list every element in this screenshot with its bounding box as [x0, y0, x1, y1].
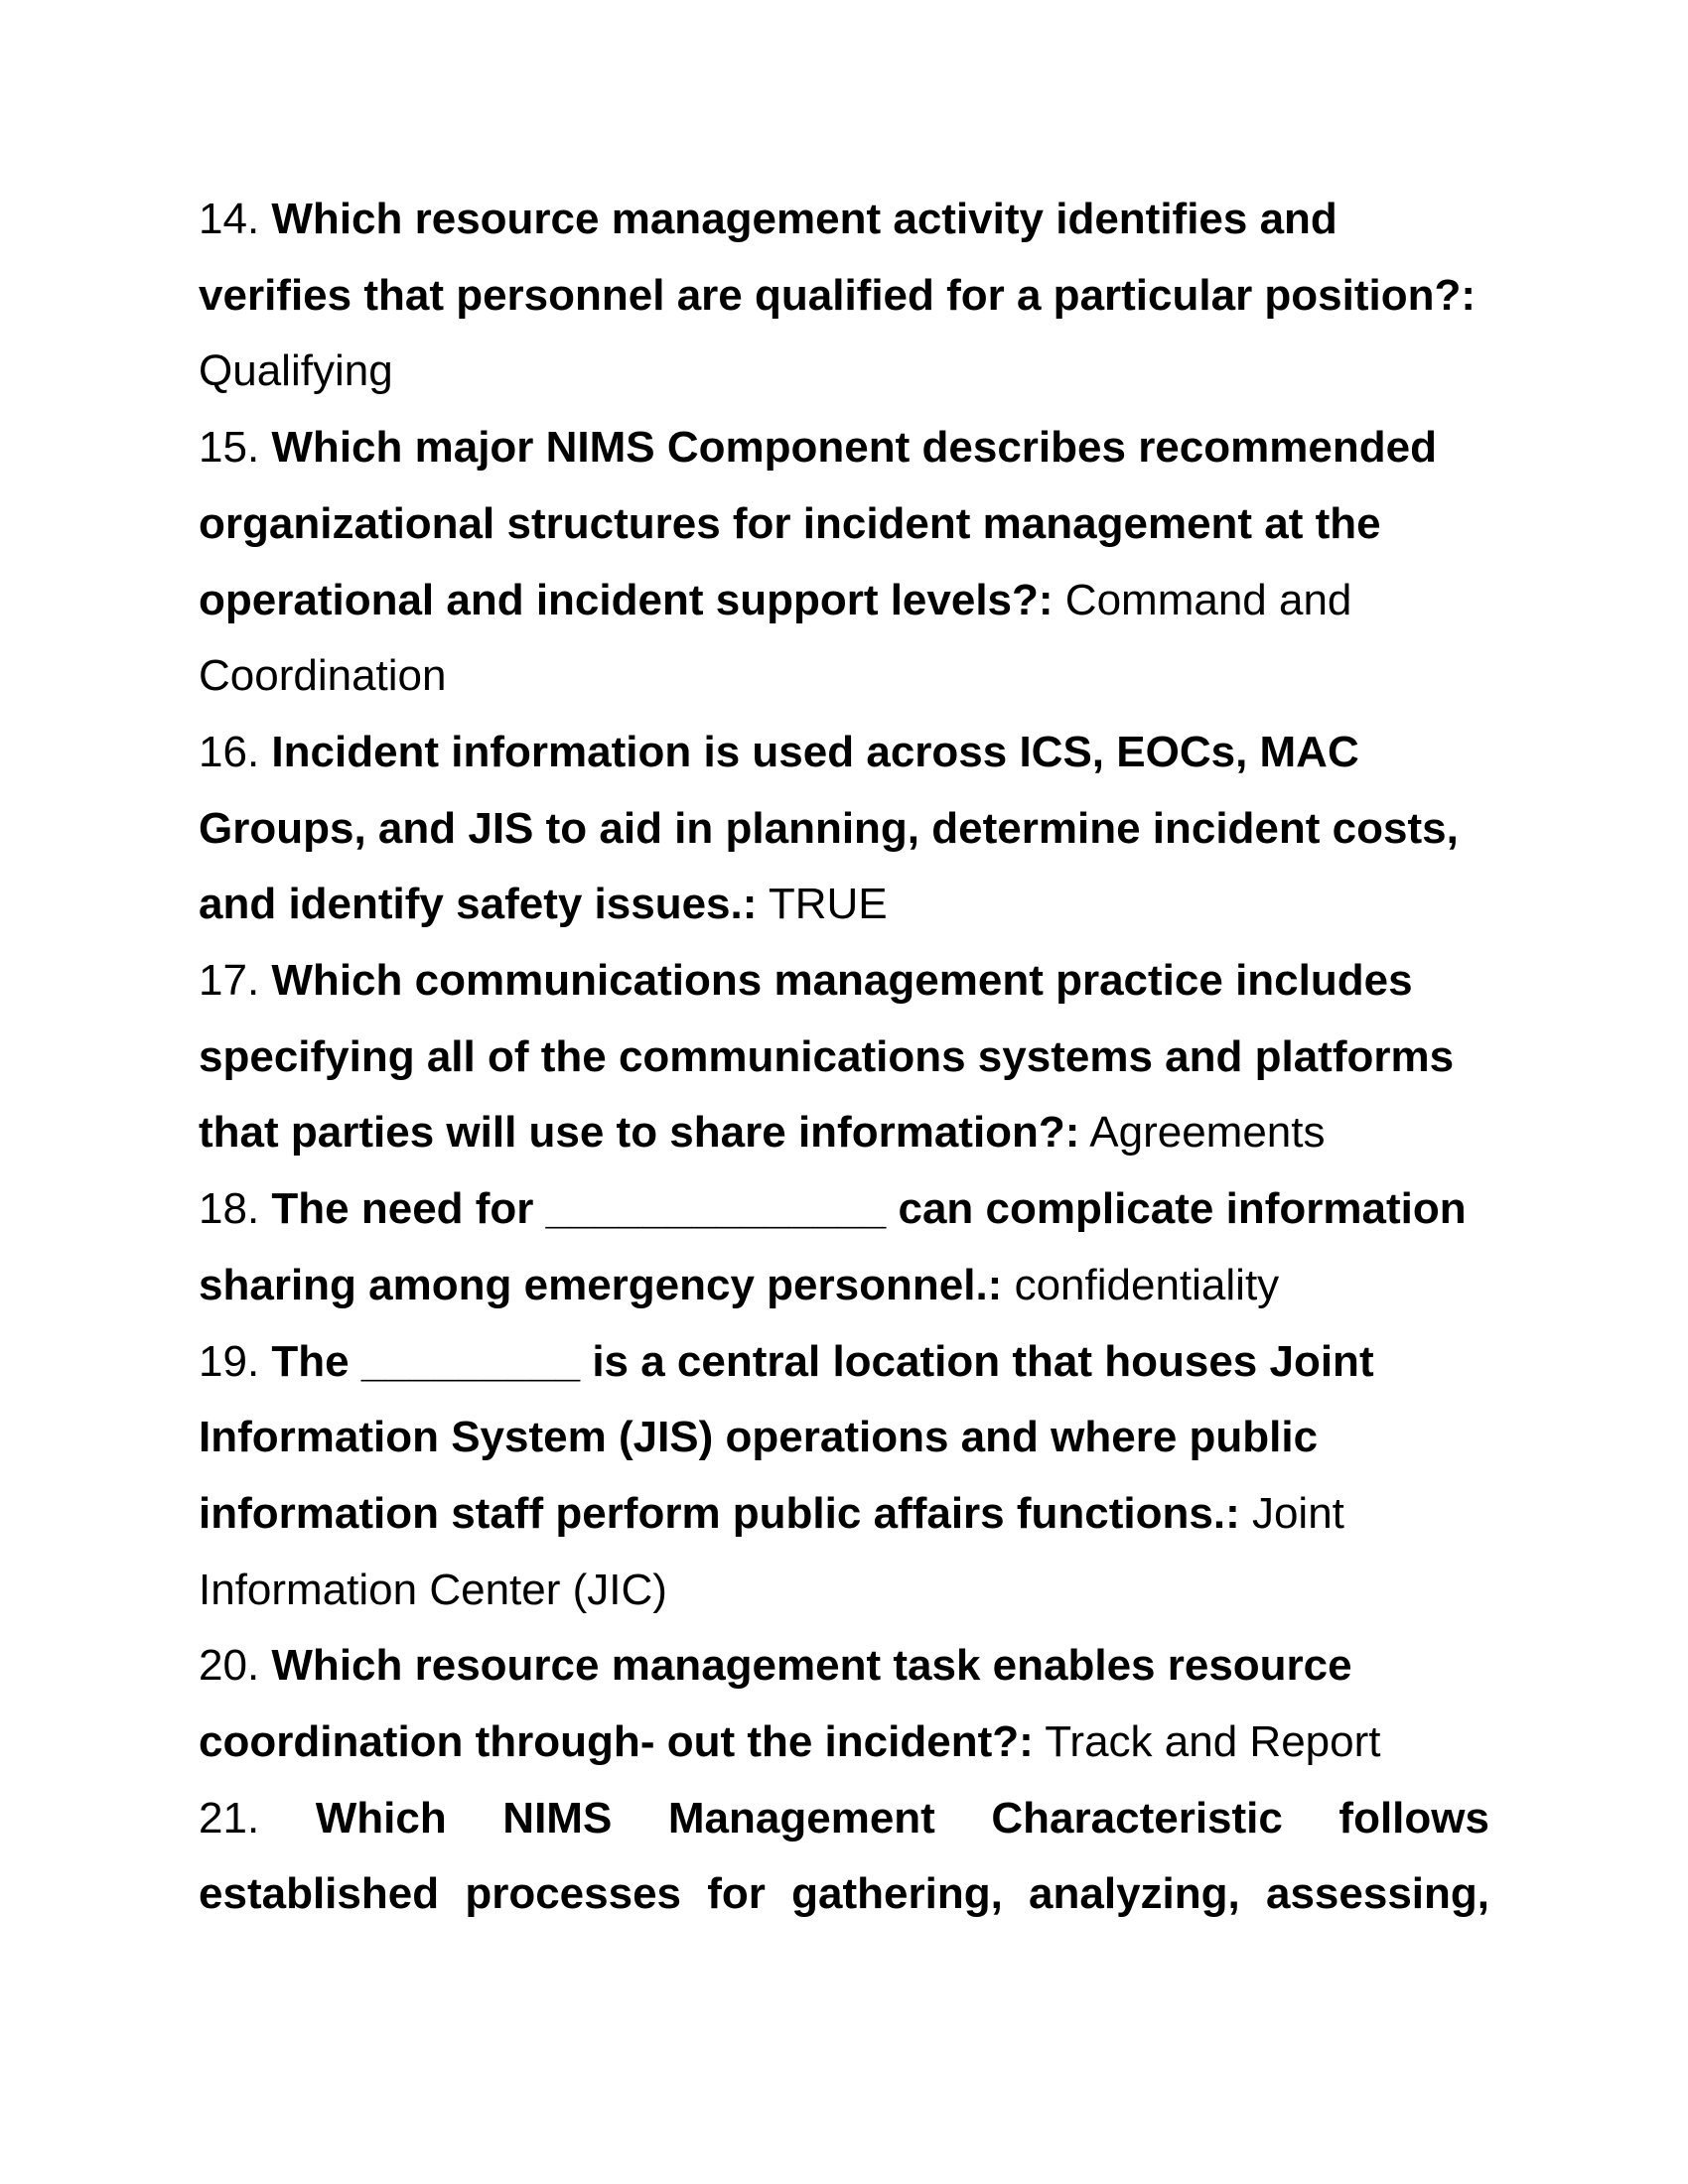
question-text: Incident information is used across ICS, EOCs, MAC Groups, and JIS to aid in planning, determine incident costs, and identify safety issues.:: [199, 727, 1459, 929]
question-number: 15.: [199, 423, 260, 473]
answer-text: Qualifying: [199, 346, 393, 396]
answer-text: Track and Report: [1045, 1717, 1381, 1767]
question-number: 20.: [199, 1641, 260, 1691]
question-number: 18.: [199, 1184, 260, 1234]
qa-item-21: [199, 1781, 1489, 1933]
question-number: 16.: [199, 727, 260, 776]
qa-item-14: [199, 182, 1489, 410]
question-text: Which resource management activity identifies and verifies that personnel are qualified for a particular position?:: [199, 195, 1477, 320]
answer-text: TRUE: [768, 880, 888, 929]
question-text: Which major NIMS Component describes recommended organizational structures for incident management at the operational and incident support levels?:: [199, 423, 1437, 624]
qa-item-18: [199, 1171, 1489, 1323]
question-number: 14.: [199, 195, 260, 243]
question-text: Which resource management task enables resource coordination through- out the incident?:: [199, 1641, 1352, 1767]
qa-item-20: [199, 1628, 1489, 1780]
question-text: Which communications management practice includes specifying all of the communications systems and platforms that parties will use to share information?:: [199, 956, 1455, 1158]
question-text: The need for ______________ can complicate information sharing among emergency personnel.:: [199, 1184, 1467, 1309]
qa-item-17: [199, 943, 1489, 1171]
answer-text: confidentiality: [1014, 1260, 1280, 1309]
question-number: 17.: [199, 956, 260, 1006]
qa-item-15: [199, 410, 1489, 715]
answer-text: Joint Information Center (JIC): [199, 1488, 1344, 1614]
question-number: 19.: [199, 1336, 260, 1386]
answer-text: Agreements: [1089, 1108, 1326, 1158]
document-page: [199, 182, 1489, 1933]
qa-item-19: [199, 1324, 1489, 1629]
qa-item-16: [199, 715, 1489, 943]
answer-text: Command and Coordination: [199, 575, 1352, 701]
question-text: Which NIMS Management Characteristic follows established processes for gathering, analyzing, assessing,: [199, 1793, 1489, 1919]
question-number: 21.: [199, 1793, 260, 1843]
question-text: The _________ is a central location that houses Joint Information System (JIS) operations and where public information staff perform public affairs functions.:: [199, 1336, 1374, 1538]
